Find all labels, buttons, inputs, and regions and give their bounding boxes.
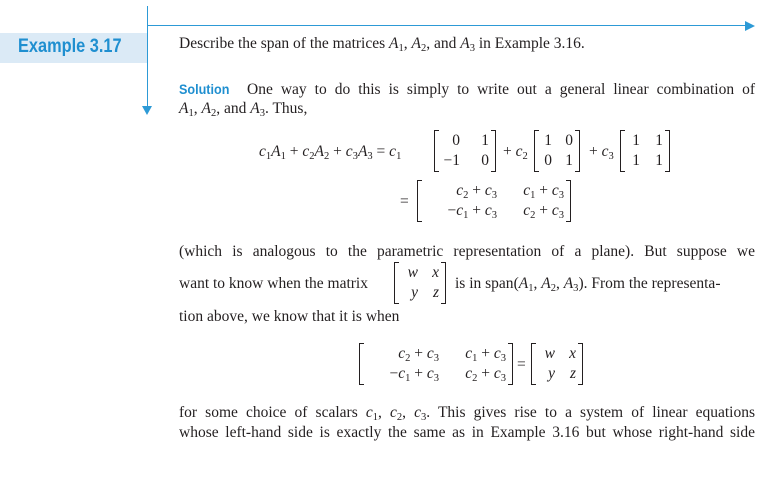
plus-c3: + $c_3$ — [589, 143, 614, 163]
down-arrow-icon — [142, 106, 152, 115]
solution-label: Solution — [179, 81, 230, 97]
bracket-right — [441, 262, 446, 304]
plus-c2: + $c_2$ — [503, 143, 528, 163]
bracket-left — [531, 343, 536, 385]
solution-line-1: Solution One way to do this is simply to write out a general linear combination of — [179, 81, 755, 98]
bracket-right — [578, 343, 583, 385]
example-label: Example 3.17 — [18, 36, 122, 57]
equation-2-equals: = — [400, 193, 409, 210]
bracket-right — [665, 130, 670, 172]
bracket-left — [620, 130, 625, 172]
paragraph-3-line-2: whose left-hand side is exactly the same as in Example 3.16 but whose right-hand side — [179, 424, 755, 441]
header-horizontal-rule — [147, 25, 747, 26]
paragraph-2-line-2b: is in $span(A_1$, $A_2$, $A_3$). From the representa- — [455, 275, 721, 295]
matrix-a3: 1 1 1 1 — [620, 130, 670, 172]
target-matrix: w x y z — [394, 262, 446, 304]
margin-vertical-rule — [147, 6, 148, 108]
bracket-right — [575, 130, 580, 172]
paragraph-2-line-1: (which is analogous to the parametric representation of a plane). But suppose we — [179, 243, 755, 260]
combination-matrix: $c_2 + c_3$ $c_1 + c_3$ $-c_1 + c_3$ $c_2 + c_3$ — [417, 180, 571, 222]
bracket-left — [417, 180, 422, 222]
solution-line-2: $A_1$, $A_2$, and $A_3$. Thus, — [179, 100, 308, 120]
example-label-box — [0, 33, 147, 63]
bracket-right — [491, 130, 496, 172]
bracket-right — [566, 180, 571, 222]
paragraph-2-line-3: tion above, we know that it is when — [179, 308, 400, 325]
right-arrow-icon — [745, 21, 755, 31]
bracket-left — [394, 262, 399, 304]
paragraph-3-line-1: for some choice of scalars $c_1$, $c_2$, $c_3$. This gives rise to a system of linear equations — [179, 404, 756, 424]
bracket-left — [434, 130, 439, 172]
paragraph-2-line-2a: want to know when the matrix — [179, 275, 368, 292]
bracket-left — [359, 343, 364, 385]
example-prompt: Describe the span of the matrices $A_1$, $A_2$, and $A_3$ in Example 3.16. — [179, 35, 585, 55]
matrix-a2: 1 0 0 1 — [534, 130, 580, 172]
bracket-left — [534, 130, 539, 172]
combination-matrix-2: $c_2 + c_3$ $c_1 + c_3$ $-c_1 + c_3$ $c_2 + c_3$ — [359, 343, 513, 385]
matrix-a1: 0 1 −1 0 — [434, 130, 496, 172]
equation-1-lhs: $c_1A_1 + c_2A_2 + c_3A_3 = c_1$ — [259, 143, 402, 163]
equation-3-equals: = — [517, 356, 526, 373]
target-matrix-2: w x y z — [531, 343, 583, 385]
bracket-right — [508, 343, 513, 385]
